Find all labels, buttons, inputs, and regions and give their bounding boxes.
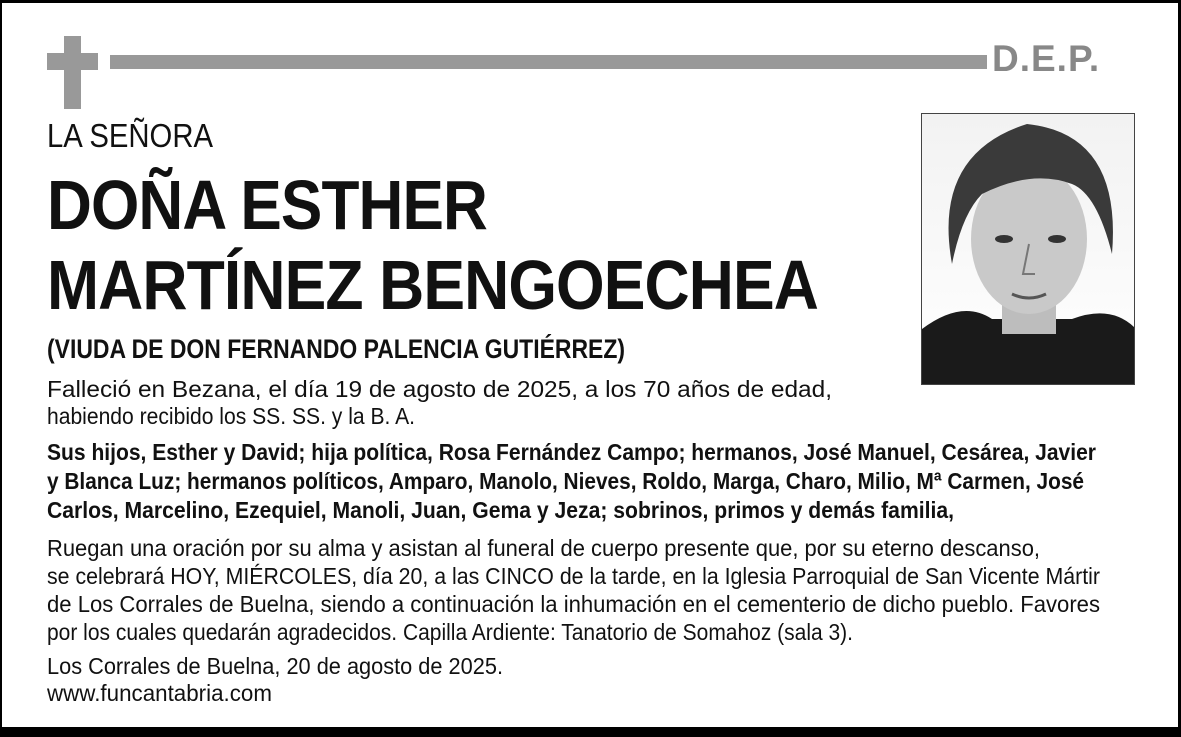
- portrait-photo: [921, 113, 1135, 385]
- place-date: Los Corrales de Buelna, 20 de agosto de 2025.: [47, 653, 503, 679]
- cross-icon: [64, 36, 81, 109]
- deceased-name-line2: MARTÍNEZ BENGOECHEA: [47, 246, 818, 324]
- funeral-line: Ruegan una oración por su alma y asistan al funeral de cuerpo presente que, por su eterno descanso,: [47, 535, 1040, 561]
- funeral-line: de Los Corrales de Buelna, siendo a continuación la inhumación en el cementerio de dicho pueblo. Favores: [47, 591, 1100, 617]
- widow-subtitle: (VIUDA DE DON FERNANDO PALENCIA GUTIÉRREZ): [47, 334, 625, 364]
- deceased-name-line1: DOÑA ESTHER: [47, 166, 487, 244]
- dep-label: D.E.P.: [992, 38, 1101, 79]
- family-line: Carlos, Marcelino, Ezequiel, Manoli, Juan, Gema y Jeza; sobrinos, primos y demás familia,: [47, 497, 954, 523]
- website-link[interactable]: www.funcantabria.com: [47, 680, 272, 706]
- family-line: Sus hijos, Esther y David; hija política, Rosa Fernández Campo; hermanos, José Manuel, Cesárea, Javier: [47, 439, 1096, 465]
- death-line: Falleció en Bezana, el día 19 de agosto de 2025, a los 70 años de edad,: [47, 376, 833, 402]
- family-line: y Blanca Luz; hermanos políticos, Amparo, Manolo, Nieves, Roldo, Marga, Charo, Milio, Mª Carmen, José: [47, 468, 1084, 494]
- funeral-line: se celebrará HOY, MIÉRCOLES, día 20, a las CINCO de la tarde, en la Iglesia Parroquial de San Vicente Mártir: [47, 563, 1100, 589]
- bottom-border: [0, 727, 1181, 737]
- death-line: habiendo recibido los SS. SS. y la B. A.: [47, 403, 415, 429]
- header-rule: [110, 55, 987, 69]
- cross-icon-bar: [47, 53, 98, 70]
- funeral-line: por los cuales quedarán agradecidos. Capilla Ardiente: Tanatorio de Somahoz (sala 3).: [47, 619, 853, 645]
- title-prefix: LA SEÑORA: [47, 117, 213, 154]
